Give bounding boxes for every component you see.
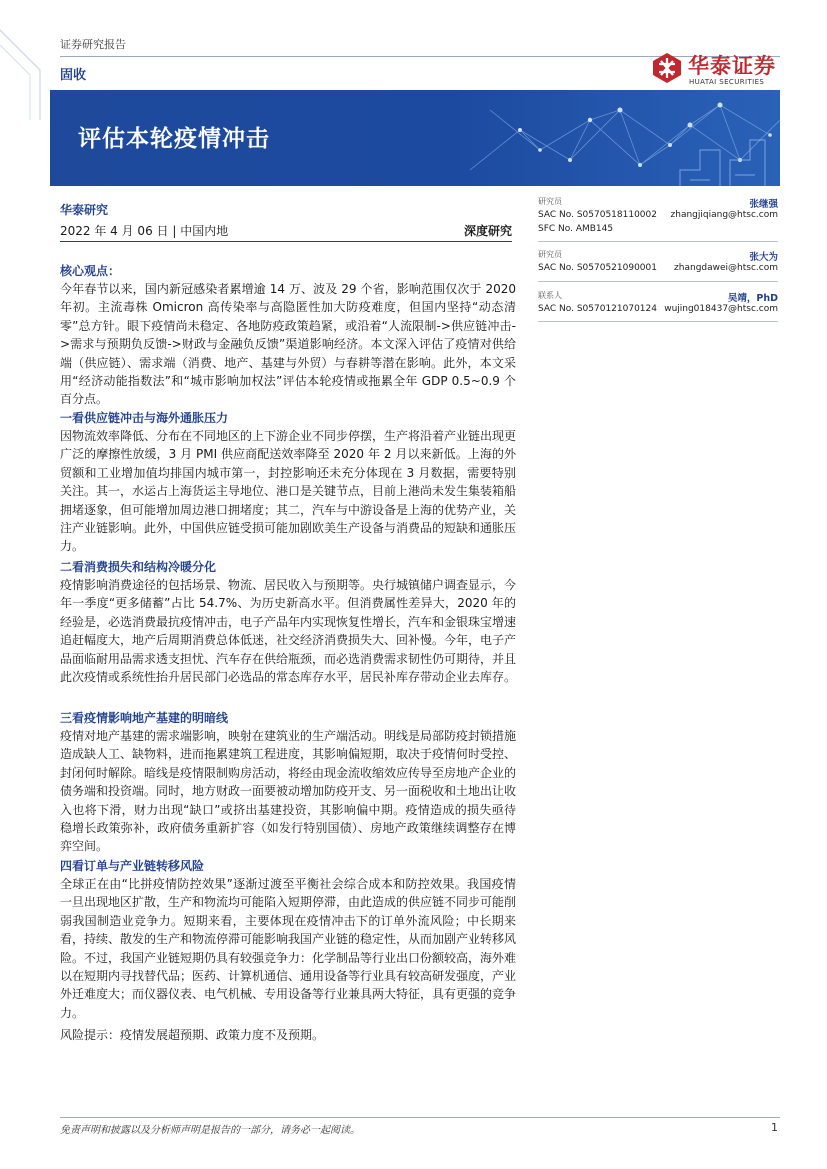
section-body: 疫情对地产基建的需求端影响，映射在建筑业的生产端活动。明线是局部防疫封锁措施造成缺人工、缺物料，进而拖累建筑工程进度，其影响偏短期，取决于疫情何时受控、封闭何时解除。暗线是疫情限制购房活动，将经由现金流收缩效应传导至房地产企业的债务端和投资端。同时，地方财政一面要被动增加防疫开支、另一面税收和土地出让收入也将下滑，财力出现“缺口”或挤出基建投资，其影响偏中期。疫情造成的损失亟待稳增长政策弥补，政府债务重新扩容（如发行特别国债）、房地产政策继续调整存在博弈空间。 (60, 729, 517, 854)
title-banner (50, 90, 780, 186)
report-title: 评估本轮疫情冲击 (78, 126, 270, 152)
analyst-sfc: SFC No. AMB145 (538, 224, 614, 234)
section-tag: 固收 (60, 68, 87, 83)
huatai-logo-icon (652, 52, 682, 84)
analyst-3-contact (538, 304, 778, 318)
section-core-views (60, 262, 516, 409)
report-type-label: 证券研究报告 (60, 38, 126, 51)
analyst-role: 研究员 (538, 197, 562, 206)
analyst-sac: SAC No. S0570521090001 (538, 263, 657, 273)
footer-divider (60, 1117, 780, 1118)
page-number: 1 (771, 1121, 778, 1134)
analyst-divider (538, 281, 778, 282)
report-kind: 深度研究 (463, 224, 512, 238)
section-heading: 三看疫情影响地产基建的明暗线 (60, 711, 229, 725)
source-name: 华泰研究 (60, 203, 109, 217)
analyst-1-header (538, 196, 778, 210)
section-heading: 四看订单与产业链转移风险 (60, 859, 205, 873)
section-heading: 一看供应链冲击与海外通胀压力 (60, 411, 229, 425)
analyst-sac: SAC No. S0570518110002 (538, 210, 657, 220)
section-body: 疫情影响消费途径的包括场景、物流、居民收入与预期等。央行城镇储户调查显示，今年一季度“更多储蓄”占比 54.7%、为历史新高水平。但消费属性差异大，2020 年的经验是，必选消费最抗疫情冲击，电子产品年内实现恢复性增长，汽车和金银珠宝增速追赶幅度大，地产后周期消费总体低迷，社交经济消费损失大、回补慢。今年，电子产品面临耐用品需求透支担忧、汽车存在供给瓶颈，而必选消费需求韧性仍可期待，并且此次疫情或系统性抬升居民部门必选品的常态库存水平，居民补库存带动企业去库存。 (60, 578, 517, 685)
logo-chinese-name: 华泰证券 (688, 54, 776, 78)
analyst-role: 研究员 (538, 250, 562, 259)
risk-warning: 风险提示：疫情发展超预期、政策力度不及预期。 (60, 1028, 325, 1042)
analyst-divider (538, 321, 778, 322)
huatai-logo (652, 52, 782, 88)
logo-english-name: HUATAI SECURITIES (689, 78, 765, 86)
analyst-name: 张继强 (749, 199, 778, 210)
section-property-infra (60, 709, 516, 856)
analyst-2-contact (538, 263, 778, 277)
section-body: 因物流效率降低、分布在不同地区的上下游企业不同步停摆，生产将沿着产业链出现更广泛的摩擦性放缓，3 月 PMI 供应商配送效率降至 2020 年 2 月以来新低。上海的外贸额和工业增加值均排国内城市第一，封控影响还未充分体现在 3 月数据，需要特别关注。其一，水运占上海货运主导地位、港口是关键节点，目前上港尚未发生集装箱船拥堵逐象，但可能增加周边港口拥堵度；其二，汽车与中游设备是上海的优势产业，关注产业链影响。此外，中国供应链受损可能加剧欧美生产设备与消费品的短缺和通胀压力。 (60, 429, 517, 554)
analyst-email[interactable]: zhangjiqiang@htsc.com (670, 210, 778, 220)
section-body: 今年春节以来，国内新冠感染者累增逾 14 万、波及 29 个省，影响范围仅次于 2020 年初。主流毒株 Omicron 高传染率与高隐匿性加大防疫难度，但国内坚持“动态清零”总方针。眼下疫情尚未稳定、各地防疫政策趋紧，或沿着“人流限制->供应链冲击->需求与预期负反馈->财政与金融负反馈”渠道影响经济。本文深入评估了疫情对供给端（供应链）、需求端（消费、地产、基建与外贸）与春耕等潜在影响。此外，本文采用“经济动能指数法”和“城市影响加权法”评估本轮疫情或拖累全年 GDP 0.5~0.9 个百分点。 (60, 282, 516, 407)
section-consumption (60, 558, 516, 686)
section-body: 全球正在由“比拼疫情防控效果”逐渐过渡至平衡社会综合成本和防控效果。我国疫情一旦出现地区扩散，生产和物流均可能陷入短期停滞，由此造成的供应链不同步可能削弱我国制造业竞争力。短期来看，主要体现在疫情冲击下的订单外流风险；中长期来看，持续、散发的生产和物流停滞可能影响我国产业链的稳定性，从而加剧产业转移风险。不过，我国产业链短期仍具有较强竞争力：化学制品等行业出口份额较高，海外难以在短期内寻找替代品；医药、计算机通信、通用设备等行业具有较高研发强度，产业外迁难度大；而仪器仪表、电气机械、专用设备等行业兼具两大特征，具有更强的竞争力。 (60, 877, 517, 1020)
section-heading: 核心观点： (60, 264, 121, 278)
analyst-name: 吴靖，PhD (727, 293, 778, 304)
analyst-email[interactable]: zhangdawei@htsc.com (674, 263, 778, 273)
network-graphic (450, 90, 780, 186)
analyst-divider (538, 241, 778, 242)
section-heading: 二看消费损失和结构冷暖分化 (60, 560, 217, 574)
analyst-3-header (538, 290, 778, 304)
report-meta (60, 222, 512, 239)
section-supply-chain (60, 409, 516, 556)
analyst-2-header (538, 249, 778, 263)
analyst-sac: SAC No. S0570121070124 (538, 304, 657, 314)
analyst-role: 联系人 (538, 291, 562, 300)
report-date-region: 2022 年 4 月 06 日 | 中国内地 (60, 224, 229, 238)
section-orders-relocation (60, 857, 516, 1022)
analyst-1-contact (538, 210, 778, 224)
footer-disclaimer: 免责声明和披露以及分析师声明是报告的一部分，请务必一起阅读。 (60, 1125, 360, 1136)
analyst-email[interactable]: wujing018437@htsc.com (664, 304, 778, 314)
analyst-name: 张大为 (749, 252, 778, 263)
analyst-1-sfc (538, 224, 778, 238)
meta-divider (60, 241, 512, 242)
